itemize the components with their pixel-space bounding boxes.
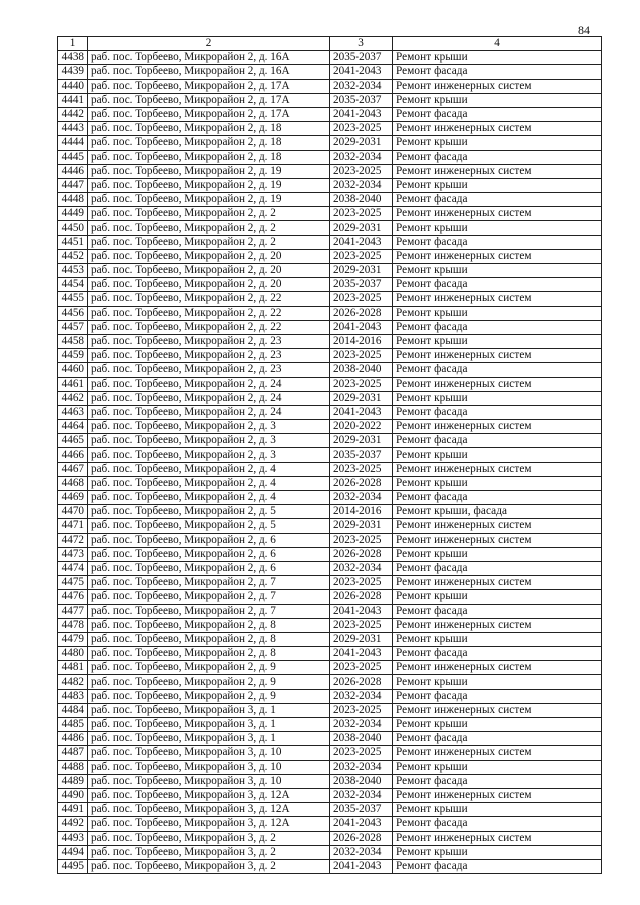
period-cell: 2026-2028 xyxy=(330,831,393,845)
work-type-cell: Ремонт фасада xyxy=(393,561,602,575)
address-cell: раб. пос. Торбеево, Микрорайон 3, д. 12А xyxy=(88,803,330,817)
table-row xyxy=(58,732,602,746)
table-row xyxy=(58,831,602,845)
table-row xyxy=(58,703,602,717)
period-cell: 2026-2028 xyxy=(330,306,393,320)
table-row xyxy=(58,65,602,79)
period-cell: 2023-2025 xyxy=(330,292,393,306)
work-type-cell: Ремонт крыши, фасада xyxy=(393,505,602,519)
row-number: 4477 xyxy=(58,604,88,618)
table-row xyxy=(58,845,602,859)
period-cell: 2026-2028 xyxy=(330,476,393,490)
address-cell: раб. пос. Торбеево, Микрорайон 3, д. 1 xyxy=(88,718,330,732)
work-type-cell: Ремонт инженерных систем xyxy=(393,462,602,476)
work-type-cell: Ремонт фасада xyxy=(393,320,602,334)
table-row xyxy=(58,774,602,788)
address-cell: раб. пос. Торбеево, Микрорайон 2, д. 20 xyxy=(88,249,330,263)
table-row xyxy=(58,632,602,646)
period-cell: 2029-2031 xyxy=(330,221,393,235)
row-number: 4454 xyxy=(58,278,88,292)
row-number: 4455 xyxy=(58,292,88,306)
address-cell: раб. пос. Торбеево, Микрорайон 2, д. 22 xyxy=(88,320,330,334)
period-cell: 2035-2037 xyxy=(330,448,393,462)
address-cell: раб. пос. Торбеево, Микрорайон 2, д. 17А xyxy=(88,93,330,107)
period-cell: 2041-2043 xyxy=(330,604,393,618)
address-cell: раб. пос. Торбеево, Микрорайон 2, д. 18 xyxy=(88,122,330,136)
period-cell: 2041-2043 xyxy=(330,65,393,79)
period-cell: 2041-2043 xyxy=(330,235,393,249)
work-type-cell: Ремонт фасада xyxy=(393,817,602,831)
work-type-cell: Ремонт фасада xyxy=(393,363,602,377)
row-number: 4482 xyxy=(58,675,88,689)
row-number: 4472 xyxy=(58,533,88,547)
table-row xyxy=(58,221,602,235)
period-cell: 2032-2034 xyxy=(330,788,393,802)
period-cell: 2038-2040 xyxy=(330,363,393,377)
table-row xyxy=(58,448,602,462)
work-type-cell: Ремонт крыши xyxy=(393,803,602,817)
row-number: 4461 xyxy=(58,377,88,391)
address-cell: раб. пос. Торбеево, Микрорайон 2, д. 3 xyxy=(88,420,330,434)
table-row xyxy=(58,689,602,703)
period-cell: 2023-2025 xyxy=(330,703,393,717)
address-cell: раб. пос. Торбеево, Микрорайон 2, д. 16А xyxy=(88,65,330,79)
table-row xyxy=(58,505,602,519)
period-cell: 2026-2028 xyxy=(330,547,393,561)
row-number: 4483 xyxy=(58,689,88,703)
work-type-cell: Ремонт крыши xyxy=(393,590,602,604)
work-type-cell: Ремонт фасада xyxy=(393,604,602,618)
period-cell: 2029-2031 xyxy=(330,434,393,448)
table-row xyxy=(58,193,602,207)
period-cell: 2029-2031 xyxy=(330,519,393,533)
period-cell: 2029-2031 xyxy=(330,264,393,278)
address-cell: раб. пос. Торбеево, Микрорайон 3, д. 10 xyxy=(88,746,330,760)
work-type-cell: Ремонт фасада xyxy=(393,150,602,164)
address-cell: раб. пос. Торбеево, Микрорайон 3, д. 12А xyxy=(88,817,330,831)
table-row xyxy=(58,349,602,363)
work-type-cell: Ремонт инженерных систем xyxy=(393,79,602,93)
period-cell: 2035-2037 xyxy=(330,803,393,817)
row-number: 4484 xyxy=(58,703,88,717)
table-row xyxy=(58,491,602,505)
work-type-cell: Ремонт инженерных систем xyxy=(393,377,602,391)
address-cell: раб. пос. Торбеево, Микрорайон 2, д. 23 xyxy=(88,334,330,348)
work-type-cell: Ремонт фасада xyxy=(393,689,602,703)
work-type-cell: Ремонт инженерных систем xyxy=(393,207,602,221)
page-number: 84 xyxy=(578,23,590,37)
address-cell: раб. пос. Торбеево, Микрорайон 3, д. 10 xyxy=(88,760,330,774)
work-type-cell: Ремонт фасада xyxy=(393,647,602,661)
address-cell: раб. пос. Торбеево, Микрорайон 2, д. 2 xyxy=(88,235,330,249)
address-cell: раб. пос. Торбеево, Микрорайон 2, д. 3 xyxy=(88,434,330,448)
table-row xyxy=(58,178,602,192)
work-type-cell: Ремонт крыши xyxy=(393,718,602,732)
table-row xyxy=(58,51,602,65)
period-cell: 2026-2028 xyxy=(330,675,393,689)
work-type-cell: Ремонт фасада xyxy=(393,235,602,249)
table-row xyxy=(58,718,602,732)
work-type-cell: Ремонт инженерных систем xyxy=(393,533,602,547)
address-cell: раб. пос. Торбеево, Микрорайон 2, д. 19 xyxy=(88,193,330,207)
column-header-1: 1 xyxy=(58,37,88,51)
address-cell: раб. пос. Торбеево, Микрорайон 2, д. 2 xyxy=(88,207,330,221)
table-row xyxy=(58,306,602,320)
row-number: 4480 xyxy=(58,647,88,661)
work-type-cell: Ремонт крыши xyxy=(393,306,602,320)
row-number: 4481 xyxy=(58,661,88,675)
period-cell: 2032-2034 xyxy=(330,178,393,192)
period-cell: 2014-2016 xyxy=(330,505,393,519)
table-row xyxy=(58,661,602,675)
work-type-cell: Ремонт фасада xyxy=(393,434,602,448)
period-cell: 2041-2043 xyxy=(330,817,393,831)
table-row xyxy=(58,79,602,93)
work-type-cell: Ремонт крыши xyxy=(393,845,602,859)
row-number: 4478 xyxy=(58,618,88,632)
period-cell: 2029-2031 xyxy=(330,632,393,646)
row-number: 4446 xyxy=(58,164,88,178)
row-number: 4462 xyxy=(58,391,88,405)
table-row xyxy=(58,434,602,448)
row-number: 4458 xyxy=(58,334,88,348)
work-type-cell: Ремонт фасада xyxy=(393,859,602,873)
work-type-cell: Ремонт крыши xyxy=(393,675,602,689)
period-cell: 2032-2034 xyxy=(330,845,393,859)
row-number: 4439 xyxy=(58,65,88,79)
period-cell: 2032-2034 xyxy=(330,760,393,774)
period-cell: 2023-2025 xyxy=(330,122,393,136)
row-number: 4489 xyxy=(58,774,88,788)
row-number: 4485 xyxy=(58,718,88,732)
table-row xyxy=(58,746,602,760)
work-type-cell: Ремонт инженерных систем xyxy=(393,122,602,136)
row-number: 4494 xyxy=(58,845,88,859)
row-number: 4457 xyxy=(58,320,88,334)
row-number: 4487 xyxy=(58,746,88,760)
work-type-cell: Ремонт крыши xyxy=(393,448,602,462)
table-row xyxy=(58,561,602,575)
table-row xyxy=(58,107,602,121)
row-number: 4464 xyxy=(58,420,88,434)
work-type-cell: Ремонт крыши xyxy=(393,51,602,65)
row-number: 4479 xyxy=(58,632,88,646)
table-row xyxy=(58,547,602,561)
row-number: 4448 xyxy=(58,193,88,207)
table-row xyxy=(58,817,602,831)
work-type-cell: Ремонт крыши xyxy=(393,221,602,235)
address-cell: раб. пос. Торбеево, Микрорайон 2, д. 19 xyxy=(88,178,330,192)
period-cell: 2032-2034 xyxy=(330,689,393,703)
row-number: 4452 xyxy=(58,249,88,263)
period-cell: 2023-2025 xyxy=(330,576,393,590)
period-cell: 2023-2025 xyxy=(330,661,393,675)
row-number: 4467 xyxy=(58,462,88,476)
address-cell: раб. пос. Торбеево, Микрорайон 2, д. 18 xyxy=(88,150,330,164)
period-cell: 2038-2040 xyxy=(330,774,393,788)
period-cell: 2035-2037 xyxy=(330,51,393,65)
column-header-3: 3 xyxy=(330,37,393,51)
row-number: 4491 xyxy=(58,803,88,817)
work-type-cell: Ремонт инженерных систем xyxy=(393,519,602,533)
work-type-cell: Ремонт фасада xyxy=(393,405,602,419)
work-type-cell: Ремонт инженерных систем xyxy=(393,349,602,363)
period-cell: 2026-2028 xyxy=(330,590,393,604)
address-cell: раб. пос. Торбеево, Микрорайон 3, д. 1 xyxy=(88,732,330,746)
address-cell: раб. пос. Торбеево, Микрорайон 2, д. 9 xyxy=(88,675,330,689)
period-cell: 2014-2016 xyxy=(330,334,393,348)
work-type-cell: Ремонт фасада xyxy=(393,732,602,746)
row-number: 4468 xyxy=(58,476,88,490)
row-number: 4469 xyxy=(58,491,88,505)
work-type-cell: Ремонт фасада xyxy=(393,278,602,292)
table-row xyxy=(58,476,602,490)
address-cell: раб. пос. Торбеево, Микрорайон 2, д. 18 xyxy=(88,136,330,150)
address-cell: раб. пос. Торбеево, Микрорайон 3, д. 10 xyxy=(88,774,330,788)
table-row xyxy=(58,164,602,178)
address-cell: раб. пос. Торбеево, Микрорайон 2, д. 9 xyxy=(88,689,330,703)
period-cell: 2041-2043 xyxy=(330,859,393,873)
address-cell: раб. пос. Торбеево, Микрорайон 2, д. 5 xyxy=(88,519,330,533)
work-type-cell: Ремонт инженерных систем xyxy=(393,576,602,590)
row-number: 4459 xyxy=(58,349,88,363)
work-type-cell: Ремонт крыши xyxy=(393,760,602,774)
table-row xyxy=(58,405,602,419)
address-cell: раб. пос. Торбеево, Микрорайон 2, д. 24 xyxy=(88,377,330,391)
table-row xyxy=(58,150,602,164)
table-row xyxy=(58,675,602,689)
table-row xyxy=(58,647,602,661)
period-cell: 2041-2043 xyxy=(330,647,393,661)
row-number: 4488 xyxy=(58,760,88,774)
work-type-cell: Ремонт крыши xyxy=(393,391,602,405)
address-cell: раб. пос. Торбеево, Микрорайон 2, д. 7 xyxy=(88,590,330,604)
address-cell: раб. пос. Торбеево, Микрорайон 2, д. 7 xyxy=(88,604,330,618)
row-number: 4475 xyxy=(58,576,88,590)
row-number: 4441 xyxy=(58,93,88,107)
column-header-4: 4 xyxy=(393,37,602,51)
work-type-cell: Ремонт инженерных систем xyxy=(393,703,602,717)
table-row xyxy=(58,278,602,292)
period-cell: 2041-2043 xyxy=(330,405,393,419)
address-cell: раб. пос. Торбеево, Микрорайон 2, д. 4 xyxy=(88,476,330,490)
address-cell: раб. пос. Торбеево, Микрорайон 2, д. 22 xyxy=(88,292,330,306)
address-cell: раб. пос. Торбеево, Микрорайон 2, д. 7 xyxy=(88,576,330,590)
table-row xyxy=(58,760,602,774)
row-number: 4474 xyxy=(58,561,88,575)
period-cell: 2035-2037 xyxy=(330,93,393,107)
period-cell: 2029-2031 xyxy=(330,136,393,150)
work-type-cell: Ремонт фасада xyxy=(393,107,602,121)
address-cell: раб. пос. Торбеево, Микрорайон 3, д. 12А xyxy=(88,788,330,802)
table-row xyxy=(58,363,602,377)
table-header xyxy=(58,37,602,51)
work-type-cell: Ремонт крыши xyxy=(393,264,602,278)
work-type-cell: Ремонт инженерных систем xyxy=(393,164,602,178)
work-type-cell: Ремонт крыши xyxy=(393,476,602,490)
table-row xyxy=(58,788,602,802)
work-type-cell: Ремонт фасада xyxy=(393,491,602,505)
table-row xyxy=(58,377,602,391)
table-row xyxy=(58,264,602,278)
row-number: 4444 xyxy=(58,136,88,150)
row-number: 4492 xyxy=(58,817,88,831)
address-cell: раб. пос. Торбеево, Микрорайон 2, д. 24 xyxy=(88,391,330,405)
table-row xyxy=(58,519,602,533)
row-number: 4456 xyxy=(58,306,88,320)
work-type-cell: Ремонт крыши xyxy=(393,136,602,150)
row-number: 4450 xyxy=(58,221,88,235)
work-type-cell: Ремонт инженерных систем xyxy=(393,661,602,675)
address-cell: раб. пос. Торбеево, Микрорайон 2, д. 3 xyxy=(88,448,330,462)
period-cell: 2038-2040 xyxy=(330,193,393,207)
address-cell: раб. пос. Торбеево, Микрорайон 2, д. 20 xyxy=(88,264,330,278)
work-type-cell: Ремонт крыши xyxy=(393,93,602,107)
address-cell: раб. пос. Торбеево, Микрорайон 2, д. 17А xyxy=(88,79,330,93)
period-cell: 2023-2025 xyxy=(330,746,393,760)
row-number: 4442 xyxy=(58,107,88,121)
work-type-cell: Ремонт фасада xyxy=(393,774,602,788)
row-number: 4470 xyxy=(58,505,88,519)
table-row xyxy=(58,93,602,107)
table-row xyxy=(58,618,602,632)
period-cell: 2023-2025 xyxy=(330,249,393,263)
work-type-cell: Ремонт инженерных систем xyxy=(393,746,602,760)
period-cell: 2023-2025 xyxy=(330,164,393,178)
row-number: 4466 xyxy=(58,448,88,462)
period-cell: 2023-2025 xyxy=(330,462,393,476)
table-row xyxy=(58,136,602,150)
table-row xyxy=(58,420,602,434)
table-row xyxy=(58,859,602,873)
table-row xyxy=(58,391,602,405)
row-number: 4447 xyxy=(58,178,88,192)
address-cell: раб. пос. Торбеево, Микрорайон 2, д. 4 xyxy=(88,462,330,476)
row-number: 4476 xyxy=(58,590,88,604)
address-cell: раб. пос. Торбеево, Микрорайон 2, д. 8 xyxy=(88,647,330,661)
address-cell: раб. пос. Торбеево, Микрорайон 3, д. 1 xyxy=(88,703,330,717)
work-type-cell: Ремонт инженерных систем xyxy=(393,249,602,263)
period-cell: 2020-2022 xyxy=(330,420,393,434)
work-type-cell: Ремонт крыши xyxy=(393,547,602,561)
address-cell: раб. пос. Торбеево, Микрорайон 2, д. 5 xyxy=(88,505,330,519)
period-cell: 2023-2025 xyxy=(330,377,393,391)
work-type-cell: Ремонт инженерных систем xyxy=(393,420,602,434)
address-cell: раб. пос. Торбеево, Микрорайон 3, д. 2 xyxy=(88,831,330,845)
row-number: 4490 xyxy=(58,788,88,802)
address-cell: раб. пос. Торбеево, Микрорайон 2, д. 23 xyxy=(88,349,330,363)
row-number: 4453 xyxy=(58,264,88,278)
period-cell: 2029-2031 xyxy=(330,391,393,405)
period-cell: 2023-2025 xyxy=(330,533,393,547)
table-body xyxy=(58,51,602,874)
row-number: 4449 xyxy=(58,207,88,221)
table-row xyxy=(58,533,602,547)
address-cell: раб. пос. Торбеево, Микрорайон 2, д. 23 xyxy=(88,363,330,377)
address-cell: раб. пос. Торбеево, Микрорайон 2, д. 8 xyxy=(88,632,330,646)
row-number: 4440 xyxy=(58,79,88,93)
period-cell: 2041-2043 xyxy=(330,320,393,334)
address-cell: раб. пос. Торбеево, Микрорайон 2, д. 9 xyxy=(88,661,330,675)
period-cell: 2041-2043 xyxy=(330,107,393,121)
address-cell: раб. пос. Торбеево, Микрорайон 2, д. 16А xyxy=(88,51,330,65)
address-cell: раб. пос. Торбеево, Микрорайон 3, д. 2 xyxy=(88,845,330,859)
work-type-cell: Ремонт инженерных систем xyxy=(393,788,602,802)
address-cell: раб. пос. Торбеево, Микрорайон 2, д. 8 xyxy=(88,618,330,632)
address-cell: раб. пос. Торбеево, Микрорайон 2, д. 4 xyxy=(88,491,330,505)
row-number: 4486 xyxy=(58,732,88,746)
period-cell: 2032-2034 xyxy=(330,79,393,93)
row-number: 4460 xyxy=(58,363,88,377)
period-cell: 2035-2037 xyxy=(330,278,393,292)
row-number: 4445 xyxy=(58,150,88,164)
row-number: 4451 xyxy=(58,235,88,249)
period-cell: 2032-2034 xyxy=(330,491,393,505)
table-row xyxy=(58,604,602,618)
table-row xyxy=(58,122,602,136)
header-row xyxy=(58,37,602,51)
address-cell: раб. пос. Торбеево, Микрорайон 3, д. 2 xyxy=(88,859,330,873)
column-header-2: 2 xyxy=(88,37,330,51)
period-cell: 2023-2025 xyxy=(330,618,393,632)
repair-schedule-table xyxy=(57,36,602,874)
address-cell: раб. пос. Торбеево, Микрорайон 2, д. 22 xyxy=(88,306,330,320)
address-cell: раб. пос. Торбеево, Микрорайон 2, д. 17А xyxy=(88,107,330,121)
work-type-cell: Ремонт крыши xyxy=(393,334,602,348)
table-row xyxy=(58,803,602,817)
row-number: 4463 xyxy=(58,405,88,419)
table-row xyxy=(58,249,602,263)
period-cell: 2032-2034 xyxy=(330,561,393,575)
address-cell: раб. пос. Торбеево, Микрорайон 2, д. 6 xyxy=(88,561,330,575)
table-row xyxy=(58,207,602,221)
address-cell: раб. пос. Торбеево, Микрорайон 2, д. 6 xyxy=(88,547,330,561)
period-cell: 2032-2034 xyxy=(330,718,393,732)
work-type-cell: Ремонт крыши xyxy=(393,632,602,646)
work-type-cell: Ремонт крыши xyxy=(393,178,602,192)
address-cell: раб. пос. Торбеево, Микрорайон 2, д. 6 xyxy=(88,533,330,547)
work-type-cell: Ремонт инженерных систем xyxy=(393,618,602,632)
table-row xyxy=(58,334,602,348)
row-number: 4471 xyxy=(58,519,88,533)
period-cell: 2038-2040 xyxy=(330,732,393,746)
address-cell: раб. пос. Торбеево, Микрорайон 2, д. 24 xyxy=(88,405,330,419)
address-cell: раб. пос. Торбеево, Микрорайон 2, д. 2 xyxy=(88,221,330,235)
period-cell: 2032-2034 xyxy=(330,150,393,164)
table-row xyxy=(58,576,602,590)
row-number: 4438 xyxy=(58,51,88,65)
work-type-cell: Ремонт инженерных систем xyxy=(393,292,602,306)
row-number: 4495 xyxy=(58,859,88,873)
address-cell: раб. пос. Торбеево, Микрорайон 2, д. 19 xyxy=(88,164,330,178)
address-cell: раб. пос. Торбеево, Микрорайон 2, д. 20 xyxy=(88,278,330,292)
table-row xyxy=(58,235,602,249)
row-number: 4473 xyxy=(58,547,88,561)
table-row xyxy=(58,590,602,604)
work-type-cell: Ремонт фасада xyxy=(393,65,602,79)
work-type-cell: Ремонт фасада xyxy=(393,193,602,207)
row-number: 4443 xyxy=(58,122,88,136)
table-row xyxy=(58,320,602,334)
work-type-cell: Ремонт инженерных систем xyxy=(393,831,602,845)
period-cell: 2023-2025 xyxy=(330,349,393,363)
row-number: 4493 xyxy=(58,831,88,845)
row-number: 4465 xyxy=(58,434,88,448)
table-row xyxy=(58,292,602,306)
table-row xyxy=(58,462,602,476)
period-cell: 2023-2025 xyxy=(330,207,393,221)
